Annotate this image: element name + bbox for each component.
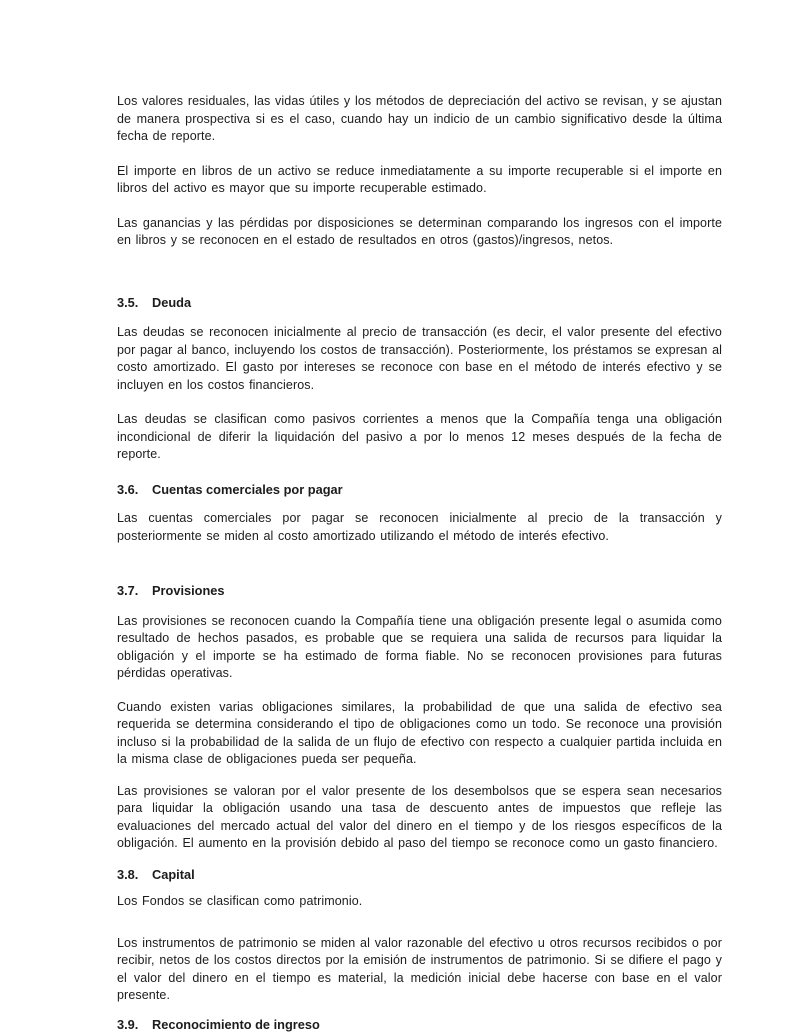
paragraph: Los Fondos se clasifican como patrimonio. [117,893,722,911]
section-heading-reconocimiento-ingreso [117,1016,722,1033]
paragraph: Las provisiones se reconocen cuando la Compañía tiene una obligación presente legal o asumida como resultado de hechos pasados, es probable que se requiera una salida de recursos para liquidar la obligación y el importe se ha estimado de forma fiable. No se reconocen provisiones para futuras pérdidas operativas. [117,613,722,683]
paragraph: Las deudas se reconocen inicialmente al precio de transacción (es decir, el valor presente del efectivo por pagar al banco, incluyendo los costos de transacción). Posteriormente, los préstamos se expresan al costo amortizado. El gasto por intereses se reconoce con base en el método de interés efectivo y se incluyen en los costos financieros. [117,324,722,394]
section-heading-deuda [117,294,722,312]
section-number: 3.5. [117,294,152,312]
paragraph: Los instrumentos de patrimonio se miden al valor razonable del efectivo u otros recursos recibidos o por recibir, netos de los costos directos por la emisión de instrumentos de patrimonio. Si se difiere el pago y el valor del dinero en el tiempo es material, la medición inicial debe hacerse con base en el valor presente. [117,935,722,1005]
section-number: 3.9. [117,1016,152,1033]
section-heading-cuentas-comerciales [117,481,722,499]
paragraph: Las cuentas comerciales por pagar se reconocen inicialmente al precio de la transacción y posteriormente se miden al costo amortizado utilizando el método de interés efectivo. [117,510,722,545]
section-title: Deuda [152,294,191,312]
section-title: Reconocimiento de ingreso [152,1016,320,1033]
paragraph: Las deudas se clasifican como pasivos corrientes a menos que la Compañía tenga una obligación incondicional de diferir la liquidación del pasivo a por lo menos 12 meses después de la fecha de reporte. [117,411,722,464]
paragraph: Cuando existen varias obligaciones similares, la probabilidad de que una salida de efectivo sea requerida se determina considerando el tipo de obligaciones como un todo. Se reconoce una provisión incluso si la probabilidad de la salida de un flujo de efectivo con respecto a cualquier partida incluida en la misma clase de obligaciones pueda ser pequeña. [117,699,722,769]
section-number: 3.8. [117,866,152,884]
section-title: Cuentas comerciales por pagar [152,481,343,499]
paragraph: Los valores residuales, las vidas útiles y los métodos de depreciación del activo se revisan, y se ajustan de manera prospectiva si es el caso, cuando hay un indicio de un cambio significativo desde la última fecha de reporte. [117,93,722,146]
section-heading-capital [117,866,722,884]
section-title: Provisiones [152,582,225,600]
section-number: 3.7. [117,582,152,600]
section-heading-provisiones [117,582,722,600]
paragraph: Las provisiones se valoran por el valor presente de los desembolsos que se espera sean necesarios para liquidar la obligación usando una tasa de descuento antes de impuestos que refleje las evaluaciones del mercado actual del valor del dinero en el tiempo y de los riesgos específicos de la obligación. El aumento en la provisión debido al paso del tiempo se reconoce como un gasto financiero. [117,783,722,853]
paragraph: El importe en libros de un activo se reduce inmediatamente a su importe recuperable si el importe en libros del activo es mayor que su importe recuperable estimado. [117,163,722,198]
paragraph: Las ganancias y las pérdidas por disposiciones se determinan comparando los ingresos con el importe en libros y se reconocen en el estado de resultados en otros (gastos)/ingresos, netos. [117,215,722,250]
section-title: Capital [152,866,195,884]
section-number: 3.6. [117,481,152,499]
